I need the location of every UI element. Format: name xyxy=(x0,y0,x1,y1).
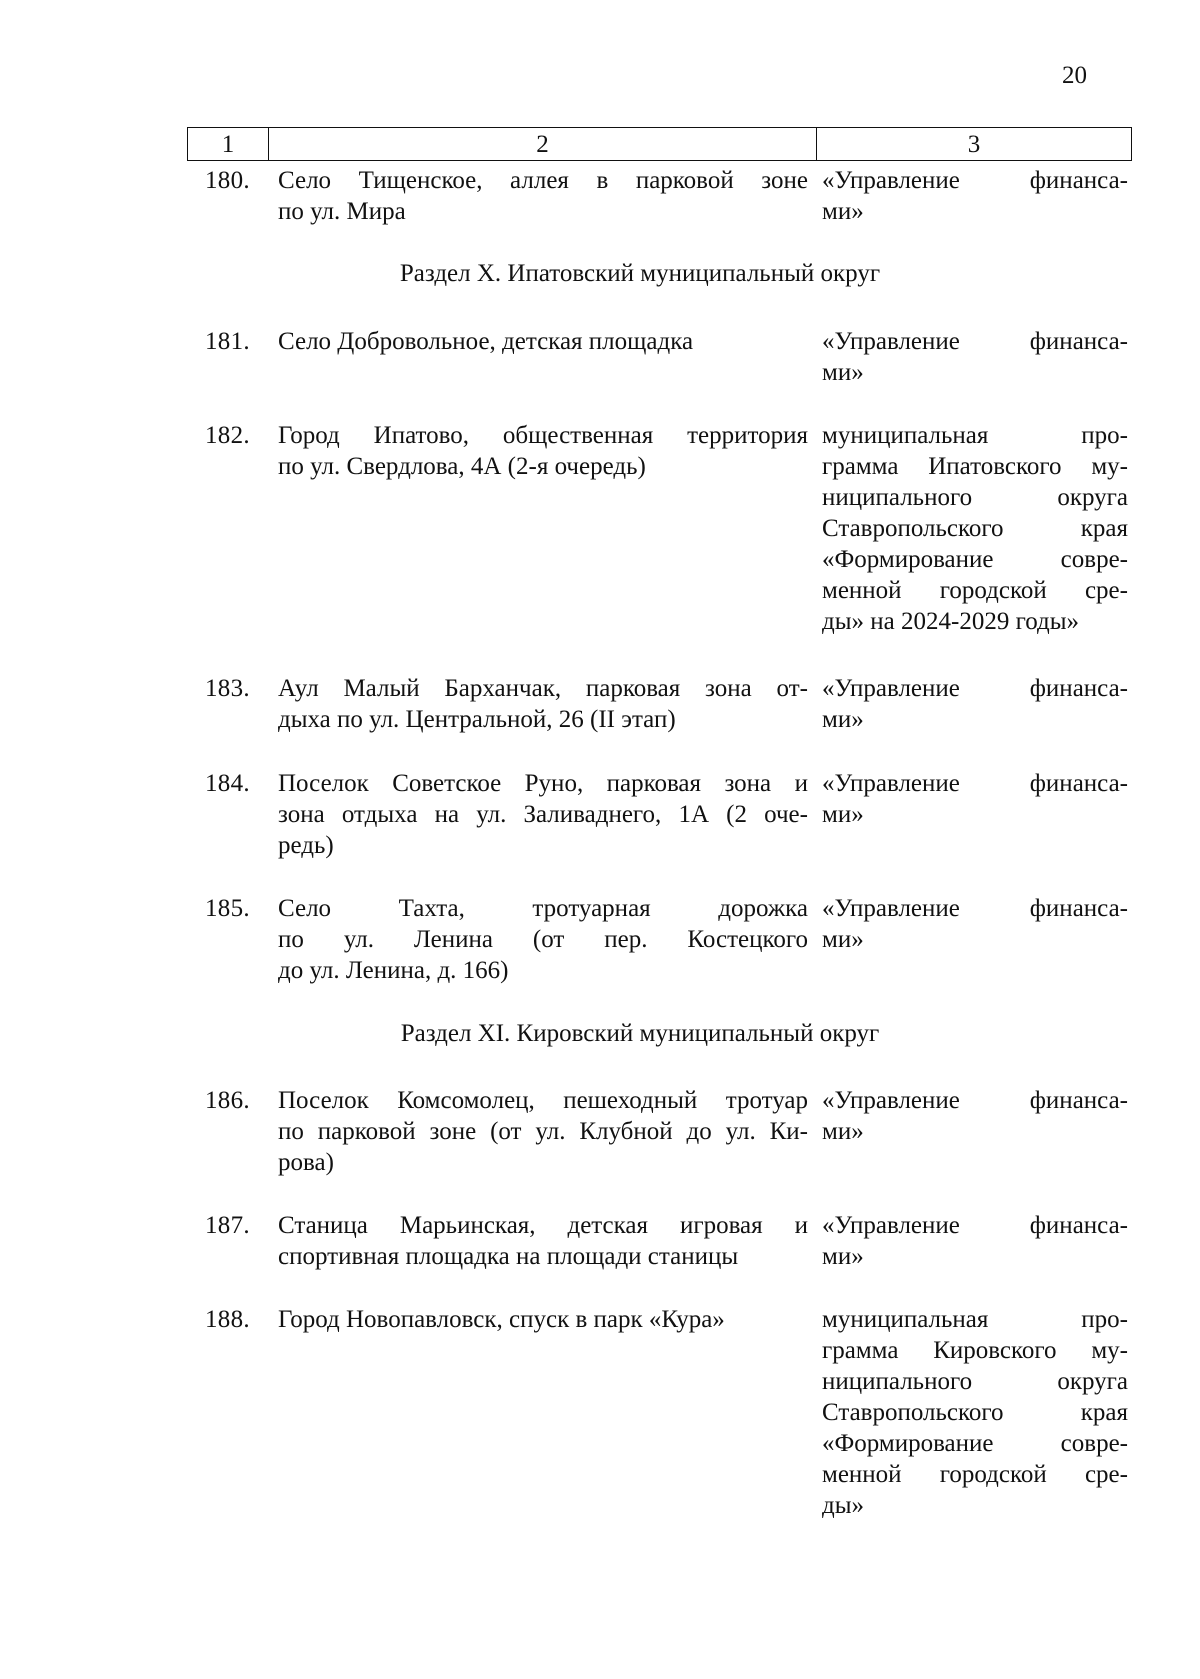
row-number: 185. xyxy=(205,895,250,922)
resp-line: «Формирование совре- xyxy=(822,1430,1128,1457)
desc-line: Село Тахта, тротуарная дорожка xyxy=(278,895,808,922)
row-description xyxy=(278,326,808,357)
resp-line: муниципальная про- xyxy=(822,1306,1128,1333)
resp-line: Ставропольского края xyxy=(822,515,1128,542)
row-responsible xyxy=(822,768,1128,830)
row-responsible xyxy=(822,1210,1128,1272)
desc-line: Село Тищенское, аллея в парковой зоне xyxy=(278,167,808,194)
desc-line: по ул. Ленина (от пер. Костецкого xyxy=(278,926,808,953)
resp-line: грамма Ипатовского му- xyxy=(822,453,1128,480)
row-description xyxy=(278,165,808,227)
header-col-1: 1 xyxy=(188,128,269,160)
desc-line: Аул Малый Барханчак, парковая зона от- xyxy=(278,675,808,702)
resp-line: «Управление финанса- xyxy=(822,895,1128,922)
row-number: 186. xyxy=(205,1087,250,1114)
desc-line: рова) xyxy=(278,1149,334,1176)
header-col-3: 3 xyxy=(967,130,981,158)
section-title: Раздел X. Ипатовский муниципальный округ xyxy=(399,260,881,287)
row-number: 182. xyxy=(205,422,250,449)
row-number: 184. xyxy=(205,770,250,797)
row-description xyxy=(278,1304,808,1335)
row-description xyxy=(278,1085,808,1178)
resp-line: ми» xyxy=(822,198,864,225)
resp-line: ниципального округа xyxy=(822,1368,1128,1395)
desc-line: Поселок Комсомолец, пешеходный тротуар xyxy=(278,1087,808,1114)
row-description xyxy=(278,420,808,482)
desc-line: спортивная площадка на площади станицы xyxy=(278,1243,739,1270)
resp-line: ми» xyxy=(822,926,864,953)
desc-line: зона отдыха на ул. Заливаднего, 1А (2 оче- xyxy=(278,801,808,828)
desc-line: по парковой зоне (от ул. Клубной до ул. Ки- xyxy=(278,1118,808,1145)
row-description xyxy=(278,768,808,861)
desc-line: по ул. Свердлова, 4А (2-я очередь) xyxy=(278,453,646,480)
resp-line: «Формирование совре- xyxy=(822,546,1128,573)
section-title: Раздел XI. Кировский муниципальный округ xyxy=(400,1020,880,1047)
resp-line: ды» xyxy=(822,1492,865,1519)
desc-line: до ул. Ленина, д. 166) xyxy=(278,957,509,984)
header-col-2: 2 xyxy=(269,128,817,160)
row-description xyxy=(278,1210,808,1272)
row-responsible xyxy=(822,1085,1128,1147)
row-number: 183. xyxy=(205,675,250,702)
row-responsible xyxy=(822,673,1128,735)
resp-line: ми» xyxy=(822,359,864,386)
desc-line: Станица Марьинская, детская игровая и xyxy=(278,1212,808,1239)
resp-line: ми» xyxy=(822,801,864,828)
row-description xyxy=(278,673,808,735)
desc-line: дыха по ул. Центральной, 26 (II этап) xyxy=(278,706,676,733)
resp-line: муниципальная про- xyxy=(822,422,1128,449)
desc-line: по ул. Мира xyxy=(278,198,406,225)
row-number: 181. xyxy=(205,328,250,355)
resp-line: ми» xyxy=(822,1118,864,1145)
resp-line: ды» на 2024-2029 годы» xyxy=(822,608,1079,635)
resp-line: Ставропольского края xyxy=(822,1399,1128,1426)
resp-line: менной городской сре- xyxy=(822,1461,1128,1488)
row-responsible xyxy=(822,165,1128,227)
resp-line: ми» xyxy=(822,1243,864,1270)
row-description xyxy=(278,893,808,986)
row-responsible xyxy=(822,893,1128,955)
desc-line: Город Ипатово, общественная территория xyxy=(278,422,808,449)
row-responsible xyxy=(822,326,1128,388)
row-number: 187. xyxy=(205,1212,250,1239)
row-number: 180. xyxy=(205,167,250,194)
resp-line: «Управление финанса- xyxy=(822,167,1128,194)
resp-line: менной городской сре- xyxy=(822,577,1128,604)
page-number: 20 xyxy=(1062,62,1087,89)
desc-line: Поселок Советское Руно, парковая зона и xyxy=(278,770,808,797)
resp-line: «Управление финанса- xyxy=(822,1087,1128,1114)
table-header xyxy=(187,127,1132,161)
desc-line: редь) xyxy=(278,832,334,859)
desc-line: Село Добровольное, детская площадка xyxy=(278,328,694,355)
row-number: 188. xyxy=(205,1306,250,1333)
resp-line: ниципального округа xyxy=(822,484,1128,511)
desc-line: Город Новопавловск, спуск в парк «Кура» xyxy=(278,1306,725,1333)
row-responsible xyxy=(822,1304,1128,1521)
resp-line: ми» xyxy=(822,706,864,733)
resp-line: «Управление финанса- xyxy=(822,328,1128,355)
resp-line: грамма Кировского му- xyxy=(822,1337,1128,1364)
resp-line: «Управление финанса- xyxy=(822,770,1128,797)
resp-line: «Управление финанса- xyxy=(822,1212,1128,1239)
resp-line: «Управление финанса- xyxy=(822,675,1128,702)
row-responsible xyxy=(822,420,1128,637)
